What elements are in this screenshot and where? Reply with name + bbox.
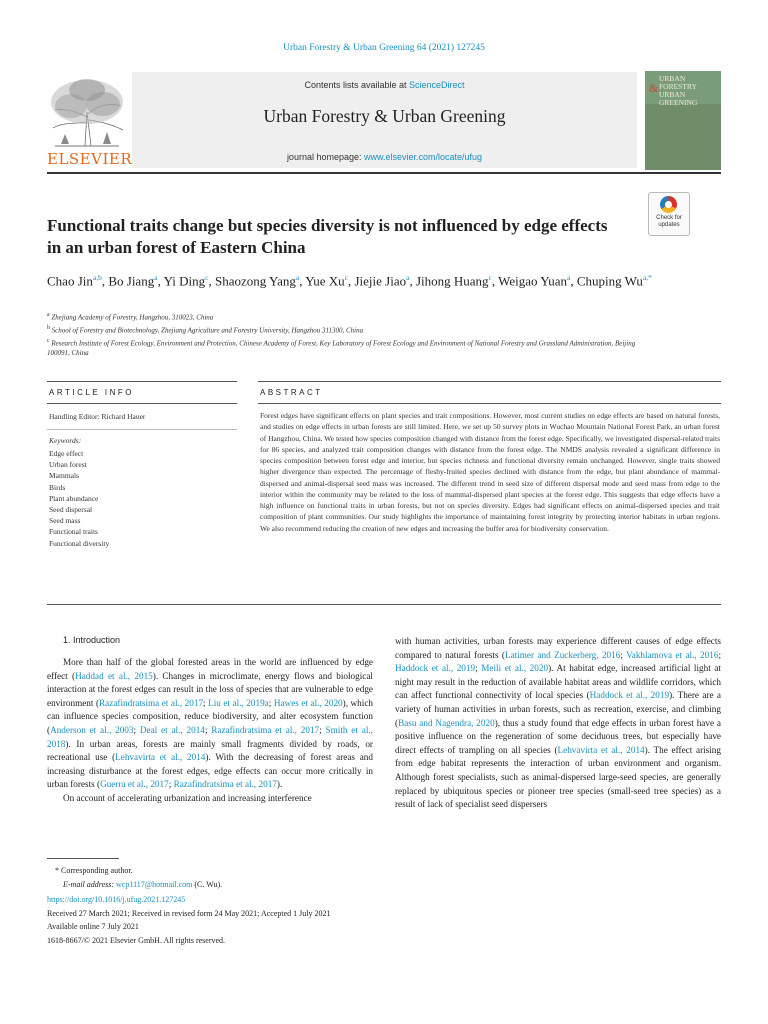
author-name[interactable]: Bo Jiang (108, 273, 155, 289)
crossmark-icon (660, 196, 677, 213)
author-name[interactable]: Jiejie Jiao (354, 273, 407, 289)
citation-link[interactable]: Meili et al., 2020 (481, 663, 549, 674)
citation-link[interactable]: Deal et al., 2014 (139, 724, 205, 735)
citation-link[interactable]: Razafindratsima et al., 2017 (99, 697, 204, 708)
header-divider (47, 172, 721, 174)
author-name[interactable]: Yi Ding (163, 273, 206, 289)
doi-link[interactable]: https://doi.org/10.1016/j.ufug.2021.127245 (47, 895, 186, 905)
email-link[interactable]: wcp1117@hotmail.com (116, 879, 193, 889)
keyword-item: Mammals (49, 471, 79, 481)
affiliation-a: $^a$ Zhejiang Academy of Forestry, Hangzhou, 310023, China (47, 312, 214, 322)
affiliation-c: $^c$ Research Institute of Forest Ecology, Environment and Protection, Chinese Academy of Forest, Key Laboratory of Forest Ecology and Environment of National Forestry and Grassland Administration, Beijing 100091, China (47, 337, 636, 358)
cover-ampersand: & (649, 81, 659, 95)
citation-link[interactable]: Razafindratsima et al., 2017 (173, 779, 277, 790)
author-affiliation-mark[interactable]: a (406, 273, 410, 282)
citation-link[interactable]: Lehvavirta et al., 2014 (115, 752, 206, 763)
homepage-prefix: journal homepage: (286, 152, 364, 162)
citation-link[interactable]: Hawes et al., 2020 (273, 697, 343, 708)
keywords-rule (47, 429, 237, 430)
abstract-top-rule (258, 381, 721, 382)
citation-link[interactable]: Lehvavirta et al., 2014 (557, 744, 645, 755)
citation-link[interactable]: Haddad et al., 2015 (75, 670, 153, 681)
citation-link[interactable]: Basu and Nagendra, 2020 (398, 717, 495, 728)
author-name[interactable]: Shaozong Yang (214, 273, 296, 289)
body-column-left (47, 635, 373, 806)
keyword-item: Birds (49, 482, 66, 492)
citation-link[interactable]: Guerra et al., 2017 (100, 779, 169, 790)
keyword-item: Edge effect (49, 449, 84, 458)
author-affiliation-mark[interactable]: a (154, 273, 158, 282)
body-paragraph: On account of accelerating urbanization and increasing interference (63, 792, 312, 803)
author-name[interactable]: Chuping Wu (576, 273, 643, 289)
author-name[interactable]: Chao Jin (47, 273, 93, 289)
abstract-heading: ABSTRACT (260, 388, 323, 397)
abstract-heading-rule (258, 403, 721, 404)
footnotes (47, 864, 447, 948)
author-affiliation-mark[interactable]: a (567, 273, 571, 282)
author-name[interactable]: Yue Xu (305, 273, 345, 289)
author-affiliation-mark[interactable]: c (205, 273, 209, 282)
author-affiliation-mark[interactable]: a,* (642, 273, 652, 282)
copyright: 1618-8667/© 2021 Elsevier GmbH. All rights reserved. (47, 935, 226, 945)
keyword-list (49, 448, 109, 549)
abstract-text: Forest edges have significant effects on plant species and trait compositions. However, most current studies on edge effects are based on natural forests, and studies on edge effects in urban forests are still limited. Here, we set up 50 survey plots in Wuchao Mountain National Forest Park, an urban forest of Hangzhou, China. We tested how species composition changed with distance from the forest edge. Specifically, we investigated dispersal-related traits for 86 species, and analyzed trait composition changes with distance from the forest edge. The NMDS analysis revealed a significant difference in species composition between forest edge and interior, but species richness and functional diversity remain unchanged. However, single traits showed higher divergence than expected. The percentage of fleshy-fruited species declined with distance from the edge, but plant abundance of mammal-dispersed and animal-dispersal seed mass was increased. The different trend in seed size of different dispersal mode and seed mass from edge to the interior within the community may be related to the loss of mammal-dispersed plant species at the forest edge. This suggests that edge effects have a high influence on functional traits in urban forests, but not on species diversity. Edges had significant effects on animal-dispersed species and trait composition of plant communities. Our study highlights the importance of maintaining forest integrity by protecting interior habitats in urban regions. We also recommend reducing the creation of new edges and increasing the buffer area for biodiversity conservation. (260, 411, 720, 533)
sciencedirect-link[interactable]: ScienceDirect (409, 80, 465, 90)
journal-homepage-link[interactable]: www.elsevier.com/locate/ufug (364, 152, 483, 162)
citation-link[interactable]: Smith et al., 2018 (47, 724, 373, 749)
homepage-line (132, 152, 637, 162)
article-history: Received 27 March 2021; Received in revised form 24 May 2021; Accepted 1 July 2021 (47, 908, 331, 918)
keyword-item: Plant abundance (49, 493, 99, 503)
author-affiliation-mark[interactable]: a (295, 273, 300, 282)
affiliation-b: $^b$ School of Forestry and Biotechnology, Zhejiang Agriculture and Forestry University, Hangzhou 311300, China (47, 324, 364, 335)
handling-editor: Handling Editor: Richard Hauer (49, 412, 146, 421)
journal-title: Urban Forestry & Urban Greening (263, 106, 506, 126)
body-paragraph: with human activities, urban forests may experience different causes of edge effects compared to natural forests (Latimer and Zuckerberg, 2016; Vakhlamova et al., 2016; Haddock et al., 2019; Meili et al., 2020). At habitat edge, increased artificial light at night may result in the reduction of available habitat areas and wildlife corridors, which can affect functional connectivity of local species (Haddock et al., 2019). There are a variety of human activities in urban forests, such as recreation, exercise, and climbing (Basu and Nagendra, 2020), thus a study found that edge effects in urban forest have a positive influence on the regeneration of some deciduous trees, but especially have direct effects of trampling on all species (Lehvavirta et al., 2014). The effect arising from edge habitat represents the interaction of urban environment and organism. Although forest specialists, such as animal-dispersed large-seed species, are generally replaced by ubiquitous species or pioneer tree species (small-seed tree species) as a result of lack of specialist seed dispersers (395, 636, 721, 810)
author-affiliation-mark[interactable]: c (488, 273, 492, 282)
article-info-top-rule (47, 381, 237, 382)
keywords-label: Keywords: (49, 436, 82, 445)
article-info-heading: ARTICLE INFO (49, 388, 134, 397)
article-title: Functional traits change but species diversity is not influenced by edge effects in an urban forest of Eastern China (47, 216, 608, 257)
contents-line (132, 80, 637, 90)
check-for-updates-button[interactable] (648, 192, 690, 236)
cover-title: URBAN FORESTRY URBAN GREENING (659, 74, 698, 107)
article-info-bottom-rule (47, 403, 237, 404)
email-line: E-mail address: wcp1117@hotmail.com (C. Wu). (63, 879, 223, 889)
author-name[interactable]: Weigao Yuan (498, 273, 568, 289)
available-online: Available online 7 July 2021 (47, 922, 139, 932)
keyword-item: Seed mass (49, 516, 81, 526)
cover-band (645, 104, 721, 170)
check-for-updates-label: Check for updates (656, 215, 682, 228)
keyword-item: Functional diversity (49, 538, 110, 548)
keyword-item: Seed dispersal (49, 505, 93, 515)
author-list: Chao Jin$^{a,b}$, Bo Jiang$^a$, Yi Ding$^c$, Shaozong Yang$^a$, Yue Xu$^c$, Jiejie Jiao$^a$, Jihong Huang$^c$, Weigao Yuan$^a$, Chuping $Wu^{a,*}$ (47, 273, 652, 289)
affiliations (47, 310, 647, 359)
elsevier-tree-icon (47, 72, 127, 150)
author-affiliation-mark[interactable]: a,b (92, 273, 102, 282)
corresponding-author-note: * Corresponding author. (55, 866, 133, 875)
abstract-bottom-rule (47, 604, 721, 605)
section-heading-introduction: 1. Introduction (63, 635, 121, 645)
body-column-right (395, 635, 721, 812)
citation-link[interactable]: Razafindratsima et al., 2017 (211, 724, 320, 735)
journal-cover-thumbnail[interactable] (645, 71, 721, 170)
journal-citation-line[interactable]: Urban Forestry & Urban Greening 64 (2021) 127245 (283, 43, 485, 53)
citation-link[interactable]: Vakhlamova et al., 2016 (626, 649, 719, 660)
citation-link[interactable]: Anderson et al., 2003 (50, 724, 134, 735)
elsevier-wordmark: ELSEVIER (47, 150, 133, 168)
author-affiliation-mark[interactable]: c (344, 273, 348, 282)
citation-link[interactable]: Haddock et al., 2019 (589, 690, 670, 701)
citation-link[interactable]: Liu et al., 2019a (208, 697, 269, 708)
contents-prefix: Contents lists available at (304, 80, 410, 90)
citation-link[interactable]: Haddock et al., 2019 (395, 663, 476, 674)
citation-link[interactable]: Latimer and Zuckerberg, 2016 (504, 649, 621, 660)
body-paragraph: More than half of the global forested areas in the world are influenced by edge effect (Haddad et al., 2015). Changes in microclimate, energy flows and biological interaction at the forest edges can result in the loss of species that are vulnerable to edge environment (Razafindratsima et al., 2017; Liu et al., 2019a; Hawes et al., 2020), which can influence species composition, reduce biodiversity, and alter ecosystem function (Anderson et al., 2003; Deal et al., 2014; Razafindratsima et al., 2017; Smith et al., 2018). In urban areas, forests are mainly small fragments divided by roads, or recreational use (Lehvavirta et al., 2014). With the decreasing of forest areas and increasing disturbance at the forest edges, edge effects can occur more critically in urban forests (Guerra et al., 2017; Razafindratsima et al., 2017). (47, 657, 373, 790)
footnote-rule (47, 858, 119, 859)
keyword-item: Urban forest (49, 460, 87, 470)
author-name[interactable]: Jihong Huang (415, 273, 489, 289)
keyword-item: Functional traits (49, 527, 98, 537)
